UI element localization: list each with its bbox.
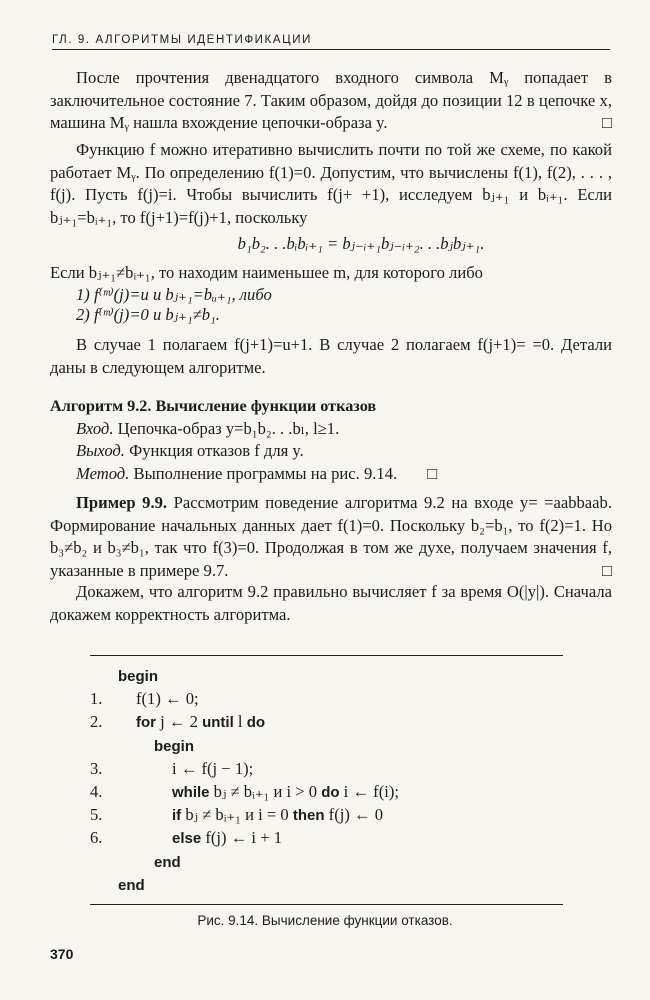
line-number: 5.: [90, 805, 103, 825]
paragraph-2-text: Функцию f можно итеративно вычислить почти по той же схеме, по какой работает Mᵧ. По определению f(1)=0. Допустим, что вычислены f(1), f(2), . . . , f(j). Пусть f(j)=i. Чтобы вычислить f(j+ +1), исследуем bⱼ₊₁ и bᵢ₊₁. Если bⱼ₊₁=bᵢ₊₁, то f(j+1)=f(j)+1, поскольку: [50, 140, 612, 227]
paragraph-3: [50, 262, 612, 325]
example-text: Пример 9.9. Рассмотрим поведение алгоритма 9.2 на входе y= =aabbaab. Формирование начальных данных дает f(1)=0. Поскольку b₂=b₁, то f(2)=1. Но b₃≠b₂ и b₃≠b₁, так что f(3)=0. Продолжая в том же духе, получаем значения f, указанные в примере 9.7. □: [50, 492, 612, 582]
input-label: Вход.: [76, 418, 114, 438]
line-text: end: [118, 876, 145, 894]
case-list: [76, 285, 612, 325]
paragraph-4: [50, 334, 612, 379]
code-line: [90, 757, 563, 780]
line-text: while bⱼ ≠ bᵢ₊₁ и i > 0 do i ← f(i);: [172, 781, 399, 801]
case-item: 1) f⁽ᵐ⁾(j)=u и bⱼ₊₁=bᵤ₊₁, либо: [76, 284, 272, 304]
algorithm-input: [76, 418, 612, 441]
output-label: Выход.: [76, 441, 125, 461]
line-text: begin: [154, 737, 194, 755]
display-formula: b₁b₂. . .bᵢbᵢ₊₁ = bⱼ₋ᵢ₊₁bⱼ₋ᵢ₊₂. . .bⱼbⱼ₊₁.: [237, 234, 485, 254]
paragraph-3-text: Если bⱼ₊₁≠bᵢ₊₁, то находим наименьшее m, для которого либо: [50, 263, 483, 282]
line-number: 3.: [90, 758, 103, 778]
code-line: [90, 780, 563, 803]
input-text: Цепочка-образ y=b₁b₂. . .bₗ, l≥1.: [117, 418, 340, 438]
algorithm-listing: [90, 655, 563, 905]
line-number: 1.: [90, 689, 103, 709]
output-text: Функция отказов f для y.: [129, 441, 304, 461]
line-number: 4.: [90, 781, 103, 801]
example-block: [50, 492, 612, 582]
qed-symbol: □: [601, 560, 612, 580]
figure-caption: Рис. 9.14. Вычисление функции отказов.: [197, 913, 453, 928]
algorithm-title: Алгоритм 9.2. Вычисление функции отказов: [50, 397, 377, 415]
algorithm-spec: [76, 418, 612, 486]
code-line: [90, 664, 563, 687]
code-line: [90, 873, 563, 896]
case-item: 2) f⁽ᵐ⁾(j)=0 и bⱼ₊₁≠b₁.: [76, 304, 220, 324]
line-text: end: [154, 853, 181, 871]
line-text: if bⱼ ≠ bᵢ₊₁ и i = 0 then f(j) ← 0: [172, 805, 384, 825]
line-number: 6.: [90, 828, 103, 848]
line-text: begin: [118, 668, 158, 685]
code-line: [90, 850, 563, 873]
example-title: Пример 9.9.: [76, 493, 168, 512]
line-text: f(1) ← 0;: [136, 689, 199, 709]
code-line: [90, 803, 563, 826]
page-number: 370: [50, 946, 74, 962]
method-label: Метод.: [76, 463, 130, 483]
line-text: i ← f(j − 1);: [172, 758, 254, 778]
code-line: [90, 710, 563, 733]
paragraph-5-text: Докажем, что алгоритм 9.2 правильно вычисляет f за время O(|y|). Сначала докажем корректность алгоритма.: [50, 582, 612, 624]
line-number: 2.: [90, 712, 103, 732]
code-line: [90, 734, 563, 757]
algorithm-method: [76, 463, 612, 486]
paragraph-1: [50, 67, 612, 135]
line-text: for j ← 2 until l do: [136, 712, 266, 732]
paragraph-1-text: После прочтения двенадцатого входного символа Mᵧ попадает в заключительное состояние 7. Таким образом, дойдя до позиции 12 в цепочке x, машина Mᵧ нашла вхождение цепочки-образа y. □: [50, 67, 612, 135]
qed-symbol: □: [601, 113, 612, 133]
algorithm-output: [76, 440, 612, 463]
paragraph-5: [50, 581, 612, 626]
paragraph-4-text: В случае 1 полагаем f(j+1)=u+1. В случае 2 полагаем f(j+1)= =0. Детали даны в следующем алгоритме.: [50, 335, 612, 377]
code-line: [90, 687, 563, 710]
running-header: ГЛ. 9. АЛГОРИТМЫ ИДЕНТИФИКАЦИИ: [52, 34, 610, 50]
paragraph-2: [50, 139, 612, 261]
code-line: [90, 826, 563, 849]
algorithm-block: [50, 395, 612, 485]
line-text: else f(j) ← i + 1: [172, 828, 282, 848]
method-text: Выполнение программы на рис. 9.14.: [133, 463, 398, 483]
qed-symbol: □: [427, 463, 438, 483]
